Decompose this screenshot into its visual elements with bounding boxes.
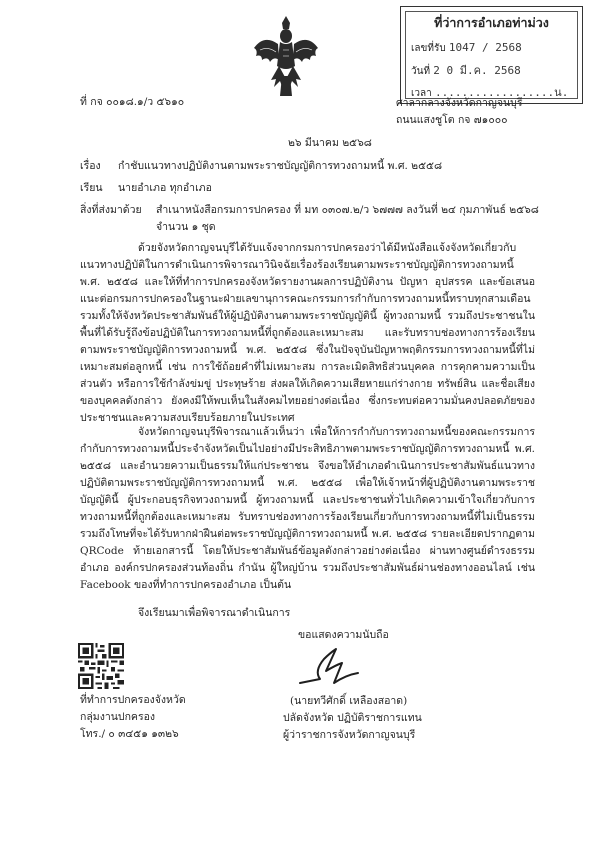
stamp-row-date — [411, 61, 521, 79]
stamp-value: 2 0 มี.ค. 2568 — [433, 64, 521, 77]
stamp-label: วันที่ — [411, 66, 431, 77]
document-number: ที่ กจ ๐๐๑๘.๑/ว ๕๖๑๐ — [80, 96, 185, 108]
body-paragraph-1 — [80, 240, 535, 427]
receipt-stamp — [400, 6, 583, 104]
footer-office: ที่ทำการปกครองจังหวัด — [80, 694, 186, 706]
enclosure-count: จำนวน ๑ ชุด — [156, 221, 216, 233]
qr-code-icon — [78, 643, 124, 689]
garuda-emblem-icon — [252, 14, 320, 98]
stamp-row-number — [411, 41, 522, 56]
body-text: จังหวัดกาญจนบุรีพิจารณาแล้วเห็นว่า เพื่อให้การกำกับการทวงถามหนี้ของคณะกรรมการกำกับการทวงถามหนี้ประจำจังหวัดเป็นไปอย่างมีประสิทธิภาพตามพระราชบัญญัติการทวงถามหนี้ พ.ศ. ๒๕๕๘ และอำนวยความเป็นธรรมให้แก่ประชาชน จึงขอให้อำเภอดำเนินการประชาสัมพันธ์แนวทางปฏิบัติตามพระราชบัญญัติการทวงถามหนี้ พ.ศ. ๒๕๕๘ เพื่อให้เจ้าหน้าที่ผู้ปฏิบัติงานตามพระราชบัญญัตินี้ ผู้ประกอบธุรกิจทวงถามหนี้ ผู้ทวงถามหนี้ และประชาชนทั่วไปเกิดความเข้าใจเกี่ยวกับการทวงถามหนี้ที่ถูกต้องและเหมาะสม รับทราบช่องทางการร้องเรียนเกี่ยวกับการทวงถามหนี้ที่ไม่เป็นธรรม รวมถึงโทษที่จะได้รับหากฝ่าฝืนต่อพระราชบัญญัติการทวงถามหนี้ พ.ศ. ๒๕๕๘ รายละเอียดปรากฏตาม QRCode ท้ายเอกสารนี้ โดยให้ประชาสัมพันธ์ข้อมูลดังกล่าวอย่างต่อเนื่อง ผ่านทางศูนย์ดำรงธรรมอำเภอ องค์กรปกครองส่วนท้องถิ่น กำนัน ผู้ใหญ่บ้าน รวมถึงประชาสัมพันธ์ผ่านช่องทางออนไลน์ เช่น Facebook ของที่ทำการปกครองอำเภอ เป็นต้น — [80, 426, 535, 591]
subject-text: กำชับแนวทางปฏิบัติงานตามพระราชบัญญัติการทวงถามหนี้ พ.ศ. ๒๕๕๘ — [118, 160, 443, 172]
enclosure-label: สิ่งที่ส่งมาด้วย — [80, 204, 142, 216]
signer-position-2: ผู้ว่าราชการจังหวัดกาญจนบุรี — [283, 729, 416, 741]
to-text: นายอำเภอ ทุกอำเภอ — [118, 182, 212, 194]
sender-address: ถนนแสงชูโต กจ ๗๑๐๐๐ — [396, 114, 508, 126]
stamp-value: 1047 / 2568 — [448, 41, 522, 54]
footer-division: กลุ่มงานปกครอง — [80, 711, 156, 723]
body-text: ด้วยจังหวัดกาญจนบุรีได้รับแจ้งจากกรมการปกครองว่าได้มีหนังสือแจ้งจังหวัดเกี่ยวกับแนวทางปฏิบัติในการดำเนินการพิจารณาวินิจฉัยเรื่องร้องเรียนตามพระราชบัญญัติการทวงถามหนี้ พ.ศ. ๒๕๕๘ และให้ที่ทำการปกครองจังหวัดรายงานผลการปฏิบัติงาน ปัญหา อุปสรรค และข้อเสนอแนะต่อกรมการปกครองในฐานะฝ่ายเลขานุการคณะกรรมการกำกับการทวงถามหนี้ทราบทุกสามเดือน รวมทั้งให้จังหวัดประชาสัมพันธ์ให้ผู้ปฏิบัติงานตามพระราชบัญญัตินี้ ผู้ทวงถามหนี้ รวมถึงประชาชนในพื้นที่ได้รับรู้ถึงข้อปฏิบัติในการทวงถามหนี้ที่ถูกต้องและเหมาะสม และรับทราบช่องทางการร้องเรียนตามพระราชบัญญัติการทวงถามหนี้ พ.ศ. ๒๕๕๘ ซึ่งในปัจจุบันปัญหาพฤติกรรมการทวงถามหนี้ที่ไม่เหมาะสมต่อลูกหนี้ เช่น การใช้ถ้อยคำที่ไม่เหมาะสม การละเมิดสิทธิส่วนบุคคล การคุกคามความเป็นส่วนตัว หรือการใช้กำลังข่มขู่ ประทุษร้าย ส่งผลให้เกิดความเสียหายแก่ร่างกาย ทรัพย์สิน และชื่อเสียงของบุคคลดังกล่าว ยังคงมีให้พบเห็นในสังคมไทยอย่างต่อเนื่อง ซึ่งกระทบต่อความมั่นคงปลอดภัยของประชาชนและความสงบเรียบร้อยภายในประเทศ — [80, 242, 535, 424]
to-label: เรียน — [80, 182, 103, 194]
closing-text: ขอแสดงความนับถือ — [298, 629, 389, 641]
sender-office: ศาลากลางจังหวัดกาญจนบุรี — [396, 97, 523, 109]
body-paragraph-3 — [80, 605, 535, 622]
footer-phone: โทร./ ๐ ๓๔๕๑ ๑๓๒๖ — [80, 728, 179, 740]
stamp-label: เลขที่รับ — [411, 43, 446, 54]
subject-label: เรื่อง — [80, 160, 101, 172]
signature-icon — [296, 645, 362, 689]
body-paragraph-2 — [80, 424, 535, 594]
stamp-label: เวลา — [411, 88, 432, 99]
signer-name: (นายทวีศักดิ์ เหลืองสอาด) — [290, 695, 408, 707]
body-text: จึงเรียนมาเพื่อพิจารณาดำเนินการ — [138, 607, 291, 619]
document-date: ๒๖ มีนาคม ๒๕๖๘ — [288, 137, 372, 149]
stamp-value: ..................น. — [434, 86, 569, 99]
signer-position-1: ปลัดจังหวัด ปฏิบัติราชการแทน — [283, 712, 422, 724]
stamp-office: ที่ว่าการอำเภอท่าม่วง — [434, 15, 549, 30]
enclosure-text: สำเนาหนังสือกรมการปกครอง ที่ มท ๐๓๐๗.๒/ว ๖๗๗๗ ลงวันที่ ๒๔ กุมภาพันธ์ ๒๕๖๘ — [156, 204, 539, 216]
